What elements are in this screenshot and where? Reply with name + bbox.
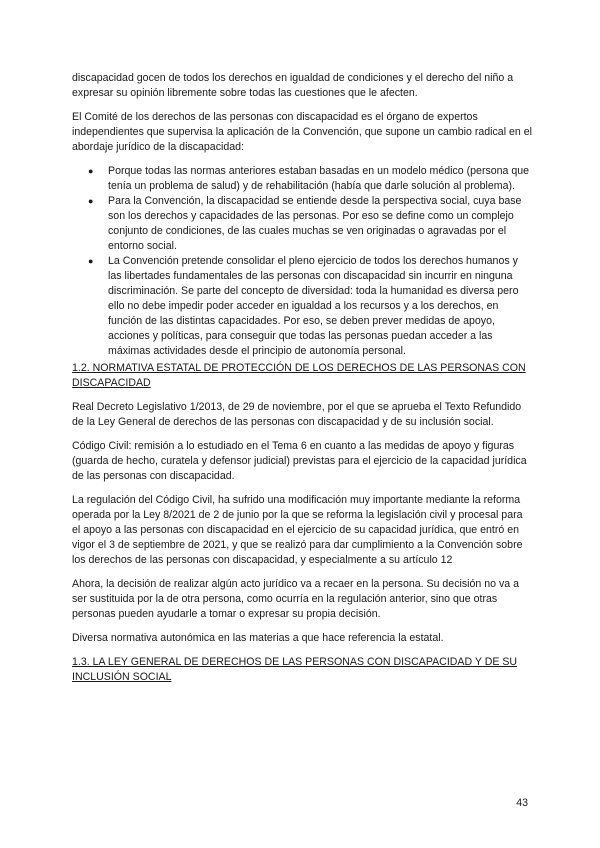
page-number: 43: [516, 797, 528, 809]
list-item-text: Para la Convención, la discapacidad se entiende desde la perspectiva social, cuya base son los derechos y capacidades de las personas. Por eso se define como un complejo conjunto de condiciones, de las cuales muchas se ven originadas o agravadas por el entorno social.: [108, 195, 522, 252]
bullet-icon: ●: [88, 196, 94, 206]
list-item: [88, 164, 532, 194]
list-item: [88, 194, 532, 254]
paragraph-intro-continuation: discapacidad gocen de todos los derechos en igualdad de condiciones y el derecho del niño a expresar su opinión libremente sobre todas las cuestiones que le afecten.: [72, 72, 514, 99]
bullet-icon: ●: [88, 166, 94, 176]
list-item-text: Porque todas las normas anteriores estaban basadas en un modelo médico (persona que tenía un problema de salud) y de rehabilitación (había que darle solución al problema).: [108, 165, 530, 192]
paragraph-real-decreto: Real Decreto Legislativo 1/2013, de 29 de noviembre, por el que se aprueba el Texto Refundido de la Ley General de derechos de las personas con discapacidad y de su inclusión social.: [72, 401, 522, 428]
bullet-list: [72, 164, 532, 359]
list-item: [88, 254, 532, 359]
section-heading-1-2: 1.2. NORMATIVA ESTATAL DE PROTECCIÓN DE LOS DERECHOS DE LAS PERSONAS CON DISCAPACIDAD: [72, 362, 526, 389]
paragraph-codigo-civil: Código Civil: remisión a lo estudiado en el Tema 6 en cuanto a las medidas de apoyo y figuras (guarda de hecho, curatela y defensor judicial) previstas para el ejercicio de la capacidad jurídica de las personas con discapacidad.: [72, 440, 527, 482]
paragraph-decision: Ahora, la decisión de realizar algún acto jurídico va a recaer en la persona. Su decisión no va a ser sustituida por la de otra persona, como ocurría en la regulación anterior, sino que otras personas pueden ayudarle a tomar o expresar su propia decisión.: [72, 578, 519, 620]
paragraph-normativa-autonomica: Diversa normativa autonómica en las materias a que hace referencia la estatal.: [72, 632, 444, 644]
bullet-icon: ●: [88, 256, 94, 266]
list-item-text: La Convención pretende consolidar el pleno ejercicio de todos los derechos humanos y las libertades fundamentales de las personas con discapacidad sin incurrir en ninguna discriminación. Se parte del concepto de diversidad: toda la humanidad es diversa pero ello no debe impedir poder acceder en igualdad a los recursos y a los derechos, en función de las distintas capacidades. Por eso, se deben prever medidas de apoyo, acciones y políticas, para conseguir que todas las personas puedan acceder a las máximas actividades desde el principio de autonomía personal.: [108, 255, 519, 357]
paragraph-committee: El Comité de los derechos de las personas con discapacidad es el órgano de expertos independientes que supervisa la aplicación de la Convención, que supone un cambio radical en el abordaje jurídico de la discapacidad:: [72, 111, 532, 153]
section-heading-1-3: 1.3. LA LEY GENERAL DE DERECHOS DE LAS PERSONAS CON DISCAPACIDAD Y DE SU INCLUSIÓN SOCIAL: [72, 656, 518, 683]
paragraph-reforma: La regulación del Código Civil, ha sufrido una modificación muy importante mediante la reforma operada por la Ley 8/2021 de 2 de junio por la que se reforma la legislación civil y procesal para el apoyo a las personas con discapacidad en el ejercicio de su capacidad jurídica, que entró en vigor el 3 de septiembre de 2021, y que se realizó para dar cumplimiento a la Convención sobre los derechos de las personas con discapacidad, y especialmente a su artículo 12: [72, 494, 523, 566]
document-page: [72, 71, 532, 694]
